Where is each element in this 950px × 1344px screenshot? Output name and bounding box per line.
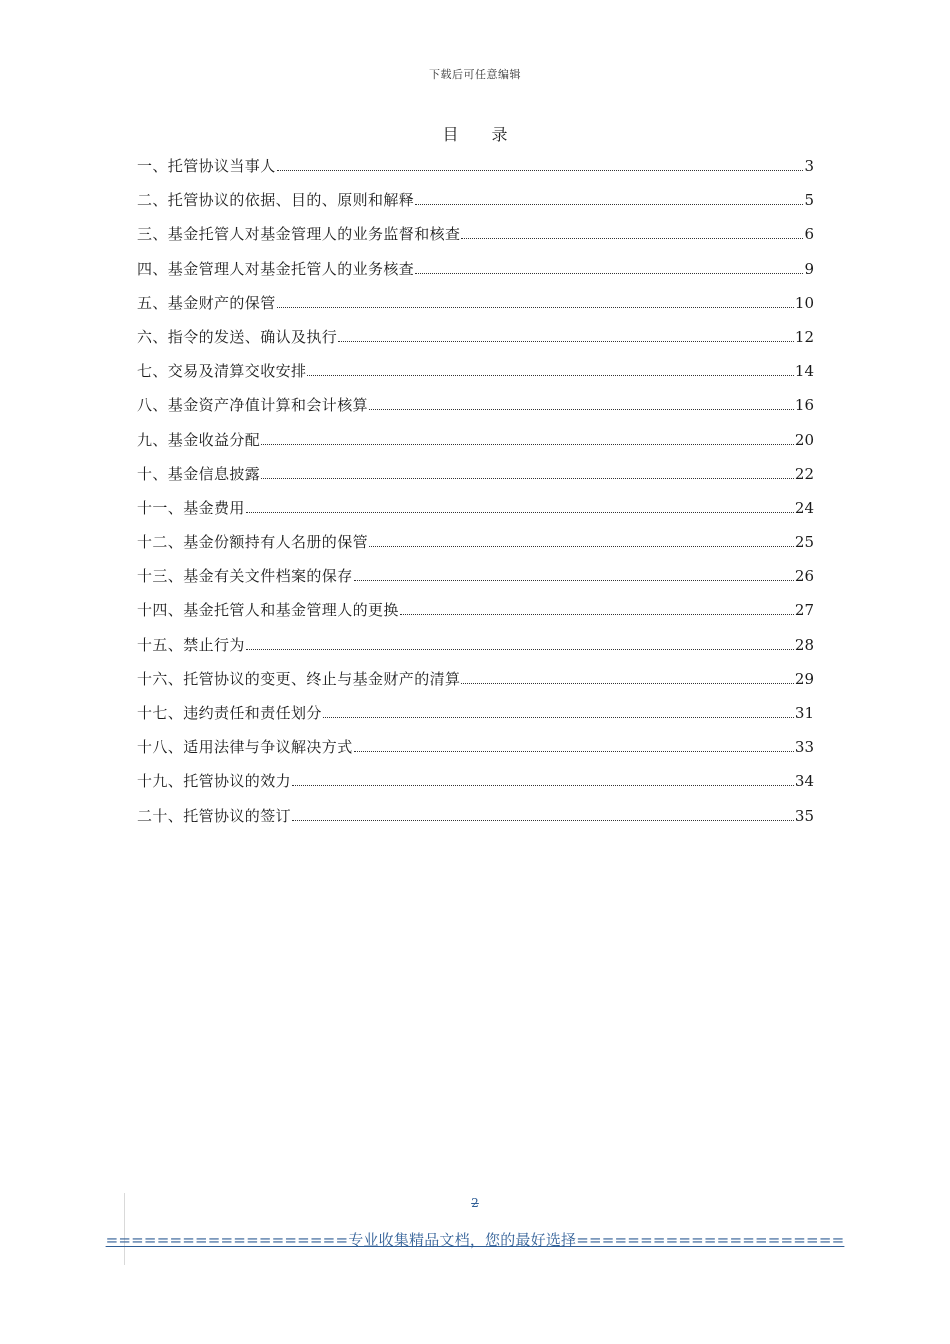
- dot-leader: [461, 683, 794, 684]
- toc-entry-page: 10: [794, 293, 814, 312]
- toc-entry-label: 十九、托管协议的效力: [137, 772, 292, 791]
- toc-title: 目 录: [442, 125, 522, 144]
- footer-banner-link[interactable]: ===================专业收集精品文档，您的最好选择=====================: [105, 1231, 845, 1249]
- toc-entry-label: 十一、基金费用: [137, 498, 245, 517]
- toc-entry-label: 六、指令的发送、确认及执行: [137, 327, 338, 346]
- dot-leader: [292, 820, 794, 821]
- toc-entry[interactable]: [137, 565, 814, 599]
- dot-leader: [461, 238, 803, 239]
- toc-entry-page: 16: [794, 396, 814, 415]
- toc-entry-label: 二十、托管协议的签订: [137, 806, 292, 825]
- toc-entry-label: 九、基金收益分配: [137, 430, 261, 449]
- toc-entry-page: 34: [794, 772, 814, 791]
- header-note: 下载后可任意编辑: [429, 68, 521, 81]
- toc-entry-page: 9: [804, 259, 814, 278]
- dot-leader: [369, 546, 794, 547]
- toc-entry[interactable]: [137, 634, 814, 668]
- toc-entry-label: 十、基金信息披露: [137, 464, 261, 483]
- table-of-contents: [137, 155, 814, 839]
- toc-entry-page: 35: [794, 806, 814, 825]
- toc-entry-label: 四、基金管理人对基金托管人的业务核查: [137, 259, 415, 278]
- toc-entry-page: 25: [794, 533, 814, 552]
- toc-entry-page: 28: [794, 635, 814, 654]
- toc-entry-page: 31: [794, 704, 814, 722]
- toc-entry[interactable]: [137, 429, 814, 463]
- toc-entry-page: 12: [794, 327, 814, 346]
- toc-entry-page: 27: [794, 601, 814, 620]
- toc-entry-label: 十六、托管协议的变更、终止与基金财产的清算: [137, 669, 461, 688]
- toc-entry-page: 14: [794, 362, 814, 381]
- dot-leader: [415, 273, 803, 274]
- toc-entry[interactable]: [137, 394, 814, 428]
- toc-entry-page: 26: [794, 567, 814, 586]
- toc-entry-page: 6: [804, 225, 814, 244]
- toc-entry[interactable]: [137, 155, 814, 189]
- dot-leader: [415, 204, 803, 205]
- toc-entry-label: 七、交易及清算交收安排: [137, 362, 307, 381]
- dot-leader: [323, 717, 794, 718]
- toc-entry[interactable]: [137, 668, 814, 702]
- toc-entry[interactable]: [137, 223, 814, 257]
- toc-entry-label: 十三、基金有关文件档案的保存: [137, 567, 353, 586]
- toc-entry[interactable]: [137, 805, 814, 839]
- toc-entry[interactable]: [137, 360, 814, 394]
- toc-entry[interactable]: [137, 326, 814, 360]
- toc-entry[interactable]: [137, 599, 814, 633]
- toc-entry-label: 三、基金托管人对基金管理人的业务监督和核查: [137, 225, 461, 244]
- dot-leader: [307, 375, 794, 376]
- dot-leader: [354, 580, 794, 581]
- toc-entry-label: 十五、禁止行为: [137, 635, 245, 654]
- toc-entry-label: 五、基金财产的保管: [137, 293, 276, 312]
- toc-entry-label: 一、托管协议当事人: [137, 157, 276, 175]
- toc-entry-page: 3: [804, 157, 814, 175]
- toc-entry-label: 十四、基金托管人和基金管理人的更换: [137, 601, 399, 620]
- toc-entry[interactable]: [137, 531, 814, 565]
- toc-entry[interactable]: [137, 497, 814, 531]
- toc-entry-label: 十二、基金份额持有人名册的保管: [137, 533, 369, 552]
- dot-leader: [246, 512, 794, 513]
- dot-leader: [292, 785, 794, 786]
- toc-entry-label: 八、基金资产净值计算和会计核算: [137, 396, 369, 415]
- toc-entry-page: 20: [794, 430, 814, 449]
- dot-leader: [277, 307, 794, 308]
- dot-leader: [369, 409, 794, 410]
- dot-leader: [261, 478, 794, 479]
- toc-entry[interactable]: [137, 463, 814, 497]
- dot-leader: [400, 614, 794, 615]
- toc-entry[interactable]: [137, 770, 814, 804]
- dot-leader: [338, 341, 794, 342]
- dot-leader: [354, 751, 794, 752]
- toc-entry-page: 5: [804, 191, 814, 210]
- toc-entry-label: 二、托管协议的依据、目的、原则和解释: [137, 191, 415, 210]
- toc-entry[interactable]: [137, 189, 814, 223]
- page-number: 2: [471, 1196, 479, 1210]
- dot-leader: [261, 444, 794, 445]
- toc-entry-page: 33: [794, 738, 814, 757]
- toc-entry[interactable]: [137, 292, 814, 326]
- toc-entry[interactable]: [137, 702, 814, 736]
- toc-entry-label: 十七、违约责任和责任划分: [137, 704, 322, 722]
- toc-entry-label: 十八、适用法律与争议解决方式: [137, 738, 353, 757]
- dot-leader: [246, 649, 794, 650]
- toc-entry-page: 24: [794, 498, 814, 517]
- toc-entry[interactable]: [137, 736, 814, 770]
- toc-entry[interactable]: [137, 258, 814, 292]
- dot-leader: [277, 170, 804, 171]
- toc-entry-page: 22: [794, 464, 814, 483]
- toc-entry-page: 29: [794, 669, 814, 688]
